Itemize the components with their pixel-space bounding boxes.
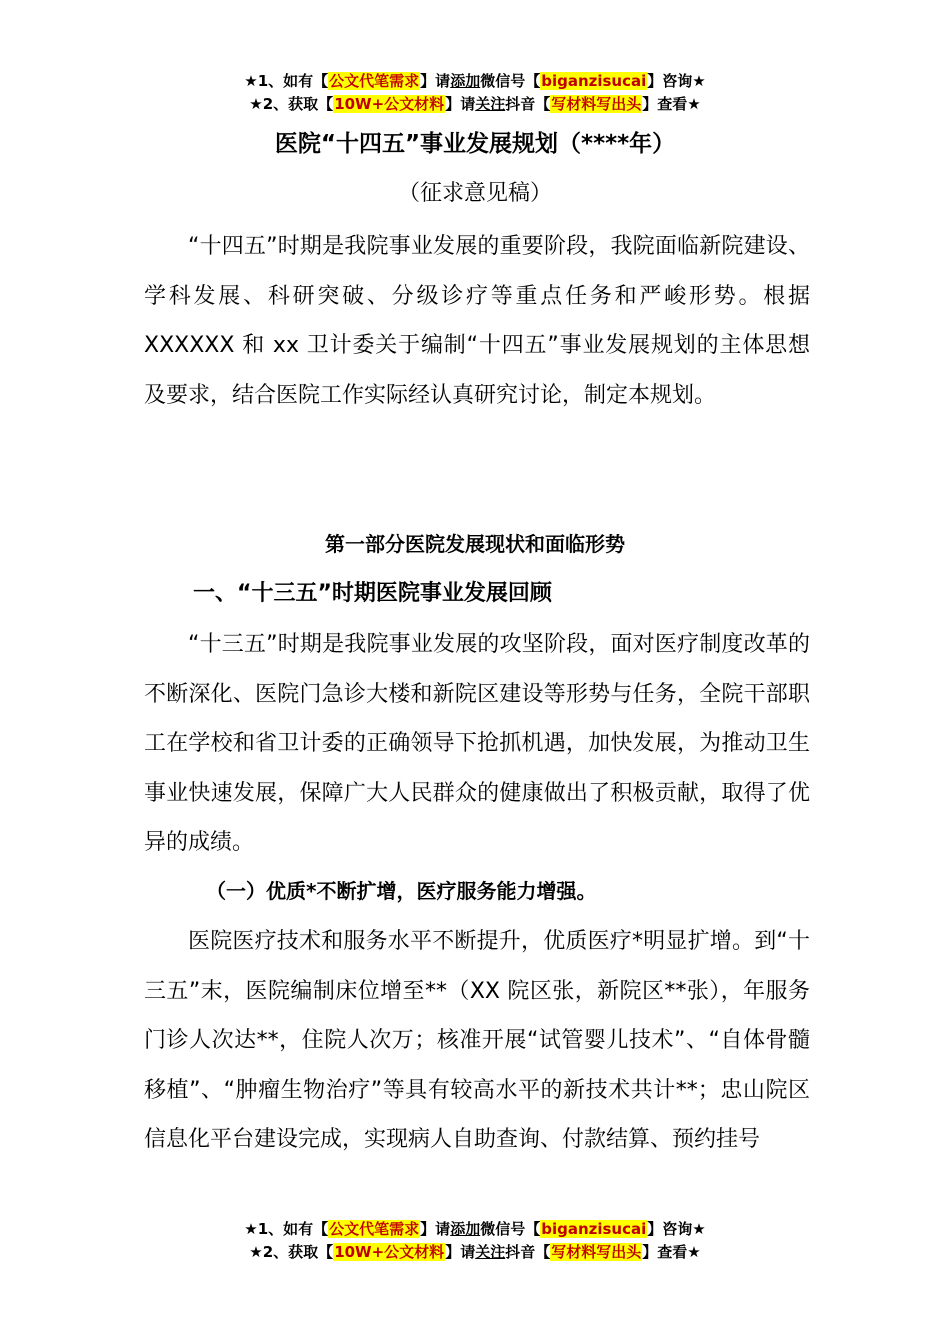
promo-line1-mid1: 】请 <box>420 1220 451 1238</box>
document-title: 医院“十四五”事业发展规划（****年） <box>274 131 676 157</box>
promo-line1-emph: 添加 <box>450 72 481 90</box>
promo-line1-tag1: 公文代笔需求 <box>329 72 420 90</box>
section-heading: 一、“十三五”时期医院事业发展回顾 <box>193 581 552 606</box>
promo-banner-bottom <box>0 1218 950 1264</box>
promo-line2-suffix: 】查看★ <box>642 95 701 113</box>
promo-line2-mid2: 抖音【 <box>505 95 551 113</box>
promo-line-1 <box>0 70 950 93</box>
promo-line2-emph: 关注 <box>475 1243 506 1261</box>
promo-line1-tag1: 公文代笔需求 <box>329 1220 420 1238</box>
promo-line2-tag2: 写材料写出头 <box>551 1243 642 1261</box>
subsection-heading: （一）优质*不断扩增，医疗服务能力增强。 <box>206 879 597 903</box>
promo-line2-tag1: 10W+公文材料 <box>334 1243 445 1261</box>
review-paragraph: “十三五”时期是我院事业发展的攻坚阶段，面对医疗制度改革的不断深化、医院门急诊大楼和新院区建设等形势与任务，全院干部职工在学校和省卫计委的正确领导下抢抓机遇，加快发展，为推动卫生事业快速发展，保障广大人民群众的健康做出了积极贡献，取得了优异的成绩。 <box>144 632 810 856</box>
intro-paragraph: “十四五”时期是我院事业发展的重要阶段，我院面临新院建设、学科发展、科研突破、分级诊疗等重点任务和严峻形势。根据 XXXXXX 和 xx 卫计委关于编制“十四五”事业发展规划的主体思想及要求，结合医院工作实际经认真研究讨论，制定本规划。 <box>144 234 810 408</box>
promo-line2-mid1: 】请 <box>445 95 476 113</box>
promo-line1-prefix: ★1、如有【 <box>244 72 329 90</box>
promo-line1-emph: 添加 <box>450 1220 481 1238</box>
promo-line1-tag2: biganzisucai <box>541 1220 647 1238</box>
capacity-paragraph: 医院医疗技术和服务水平不断提升，优质医疗*明显扩增。到“十三五”末，医院编制床位增至**（XX 院区张，新院区**张），年服务门诊人次达**，住院人次万；核准开展“试管婴儿技术”、“自体骨髓移植”、“肿瘤生物治疗”等具有较高水平的新技术共计**；忠山院区信息化平台建设完成，实现病人自助查询、付款结算、预约挂号 <box>144 929 810 1153</box>
promo-line2-emph: 关注 <box>475 95 506 113</box>
promo-line2-prefix: ★2、获取【 <box>249 95 334 113</box>
promo-line1-mid1: 】请 <box>420 72 451 90</box>
promo-line1-suffix: 】咨询★ <box>647 72 706 90</box>
promo-line-2 <box>0 93 950 116</box>
part-heading: 第一部分医院发展现状和面临形势 <box>325 532 625 556</box>
promo-line1-mid2: 微信号【 <box>480 1220 541 1238</box>
promo-line2-mid2: 抖音【 <box>505 1243 551 1261</box>
document-subtitle: （征求意见稿） <box>397 181 552 206</box>
promo-line2-prefix: ★2、获取【 <box>249 1243 334 1261</box>
promo-line1-tag2: biganzisucai <box>541 72 647 90</box>
promo-line1-mid2: 微信号【 <box>480 72 541 90</box>
promo-line2-mid1: 】请 <box>445 1243 476 1261</box>
promo-line2-tag1: 10W+公文材料 <box>334 95 445 113</box>
promo-line1-suffix: 】咨询★ <box>647 1220 706 1238</box>
promo-banner-top <box>0 70 950 116</box>
promo-line2-suffix: 】查看★ <box>642 1243 701 1261</box>
promo-line1-prefix: ★1、如有【 <box>244 1220 329 1238</box>
promo-line2-tag2: 写材料写出头 <box>551 95 642 113</box>
promo-line-1-bottom <box>0 1218 950 1241</box>
promo-line-2-bottom <box>0 1241 950 1264</box>
